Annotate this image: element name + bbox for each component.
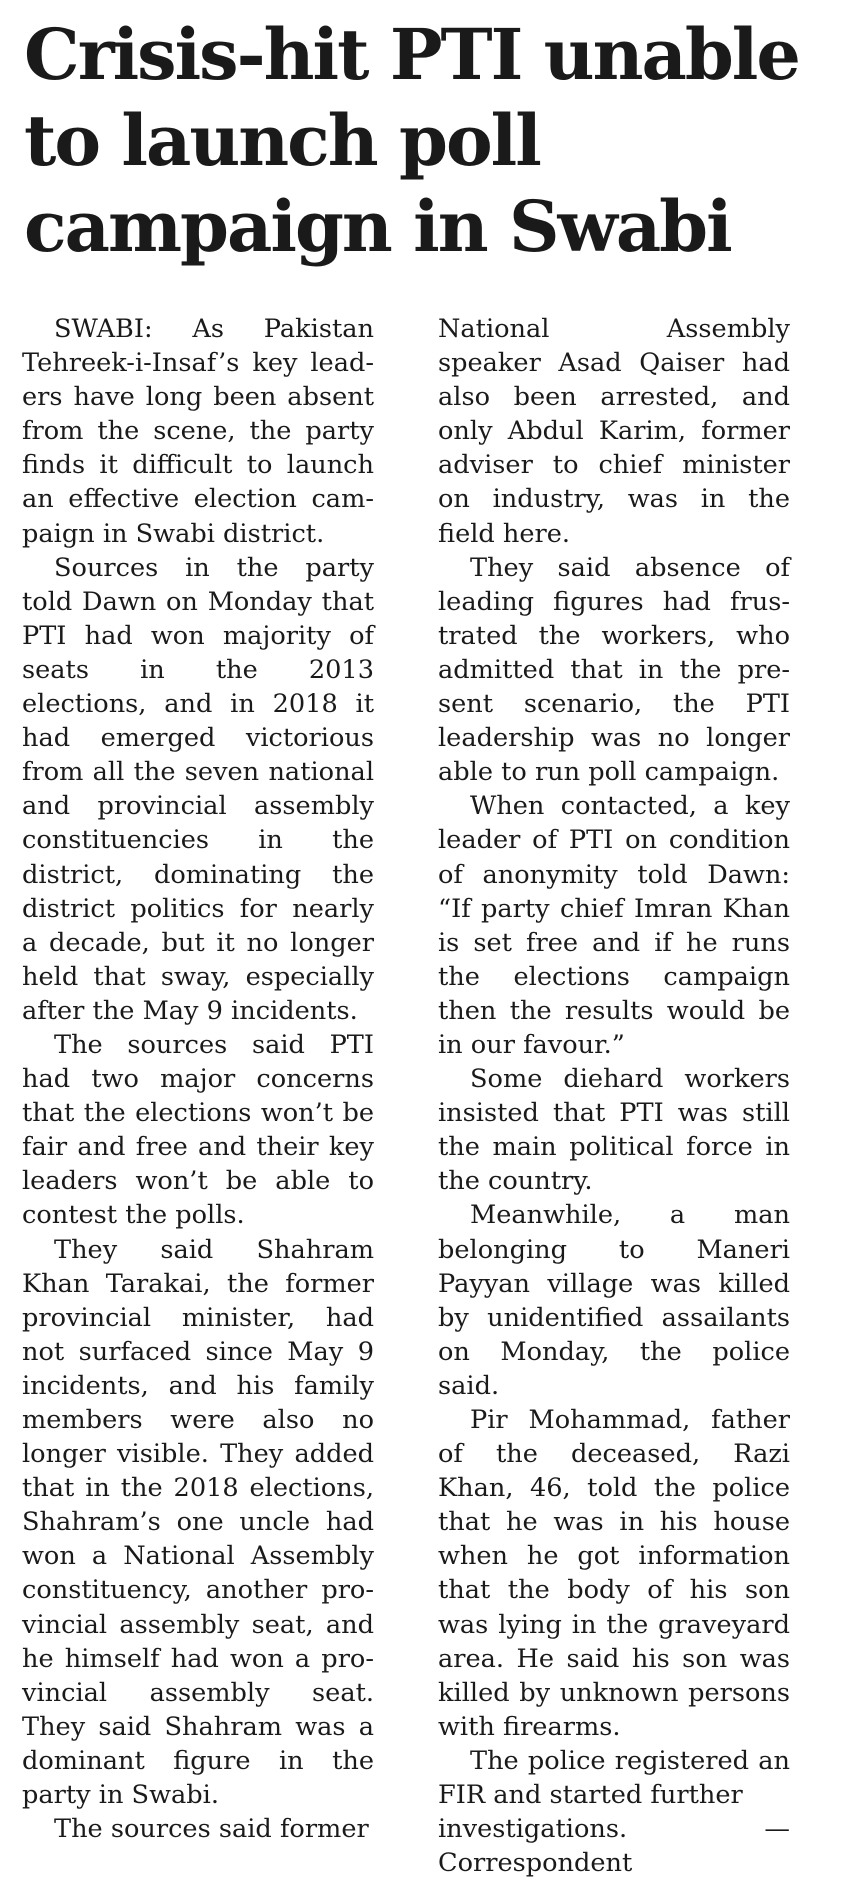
body-paragraph: Sources in the party told Dawn on Monday that PTI had won majority of seats in the 2013 elections, and in 2018 it had emerged victorious from all the seven national and provincial assembly constituencies in the district, dominating the district politics for nearly a decade, but it no longer held that sway, especially after the May 9 incidents. [22, 552, 374, 1026]
closing-line [438, 1812, 790, 1846]
headline-line-3: campaign in Swabi [24, 185, 731, 268]
body-paragraph: The sources said PTI had two major concerns that the elections won’t be fair and free and their key leaders won’t be able to contest the polls. [22, 1029, 374, 1231]
continued-paragraph: National Assembly speaker Asad Qaiser had also been arrested, and only Abdul Karim, former adviser to chief minister on industry, was in the field here. [438, 314, 790, 549]
byline-dash: — [764, 1814, 790, 1845]
left-column [22, 312, 374, 1846]
headline-line-1: Crisis-hit PTI unable [24, 13, 799, 96]
body-paragraph: The sources said former [54, 1814, 369, 1845]
headline-line-2: to launch poll [24, 99, 540, 182]
right-column [438, 312, 790, 1880]
byline: Correspondent [438, 1848, 633, 1879]
body-paragraph: When contacted, a key leader of PTI on condition of anonymity told Dawn: “If party chief Imran Khan is set free and if he runs the elections campaign then the results would be in our favour.” [438, 791, 790, 1060]
body-paragraph: They said Shahram Khan Tarakai, the former provincial minister, had not surfaced since May 9 incidents, and his family members were also no longer visible. They added that in the 2018 elections, Shahram’s one uncle had won a National Assembly constituency, another provincial assembly seat, and he himself had won a provincial assembly seat. They said Shahram was a dominant figure in the party in Swabi. [22, 1234, 374, 1811]
body-paragraph: Some diehard workers insisted that PTI was still the main political force in the country. [438, 1064, 790, 1197]
dateline-paragraph: SWABI: As Pakistan Tehreek-i-Insaf’s key leaders have long been absent from the scene, the party finds it difficult to launch an effective election campaign in Swabi district. [22, 314, 374, 549]
body-paragraph: They said absence of leading figures had frustrated the workers, who admitted that in the present scenario, the PTI leadership was no longer able to run poll campaign. [438, 552, 790, 788]
body-paragraph: Meanwhile, a man belonging to Maneri Payyan village was killed by unidentified assailants on Monday, the police said. [438, 1200, 790, 1401]
closing-paragraph: The police registered an FIR and started further [438, 1745, 790, 1811]
headline [24, 12, 824, 270]
body-paragraph: Pir Mohammad, father of the deceased, Razi Khan, 46, told the police that he was in his house when he got information that the body of his son was lying in the graveyard area. He said his son was killed by unknown persons with firearms. [438, 1405, 790, 1742]
closing-text: investigations. [438, 1814, 628, 1845]
